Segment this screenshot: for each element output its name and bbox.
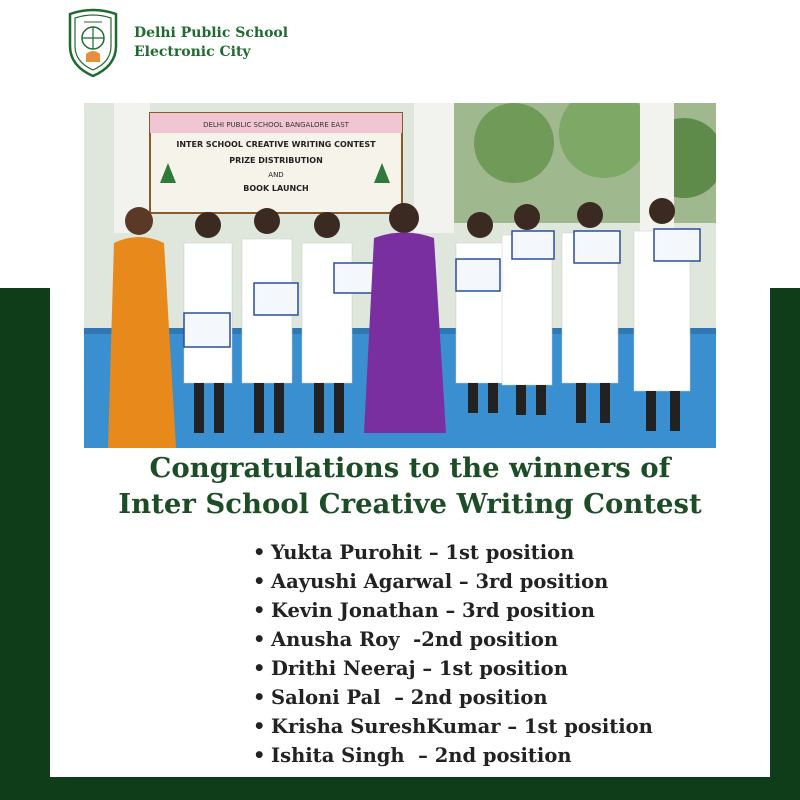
list-item (253, 712, 653, 741)
banner-prize: PRIZE DISTRIBUTION (229, 156, 323, 165)
list-item (253, 654, 653, 683)
banner-launch: BOOK LAUNCH (243, 184, 309, 193)
bullet-icon: • (253, 570, 266, 593)
list-item (253, 683, 653, 712)
winner-entry: Aayushi Agarwal – 3rd position (271, 570, 609, 593)
school-name: Delhi Public School (134, 25, 289, 41)
winners-list (253, 538, 653, 770)
list-item (253, 538, 653, 567)
list-item (253, 741, 653, 770)
school-branch: Electronic City (134, 44, 251, 60)
bullet-icon: • (253, 599, 266, 622)
bullet-icon: • (253, 744, 266, 767)
school-header (64, 8, 288, 78)
winner-entry: Drithi Neeraj – 1st position (271, 657, 568, 680)
banner-contest: INTER SCHOOL CREATIVE WRITING CONTEST (176, 140, 376, 149)
congratulations-headline (50, 450, 770, 522)
bullet-icon: • (253, 715, 266, 738)
list-item (253, 596, 653, 625)
bullet-icon: • (253, 657, 266, 680)
list-item (253, 567, 653, 596)
banner-and: AND (268, 171, 284, 179)
winner-entry: Saloni Pal – 2nd position (271, 686, 548, 709)
bullet-icon: • (253, 541, 266, 564)
winner-entry: Krisha SureshKumar – 1st position (271, 715, 653, 738)
school-crest-icon (64, 8, 122, 78)
winner-entry: Yukta Purohit – 1st position (271, 541, 575, 564)
bullet-icon: • (253, 628, 266, 651)
list-item (253, 625, 653, 654)
winner-entry: Kevin Jonathan – 3rd position (271, 599, 595, 622)
headline-line-2: Inter School Creative Writing Contest (118, 488, 702, 520)
winner-entry: Ishita Singh – 2nd position (271, 744, 572, 767)
banner-school: DELHI PUBLIC SCHOOL BANGALORE EAST (203, 121, 349, 129)
headline-line-1: Congratulations to the winners of (149, 452, 671, 484)
bullet-icon: • (253, 686, 266, 709)
event-banner (150, 113, 402, 213)
event-photo (84, 103, 716, 448)
winner-entry: Anusha Roy -2nd position (271, 628, 559, 651)
